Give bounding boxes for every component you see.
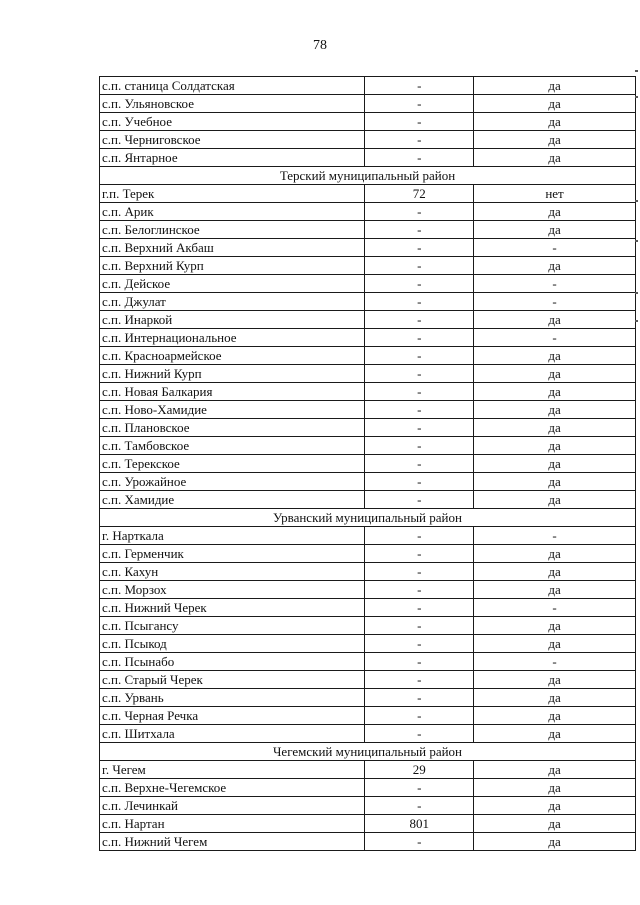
settlement-name: с.п. Нижний Чегем [100, 833, 365, 851]
status-cell: да [474, 311, 636, 329]
value-cell: - [365, 131, 474, 149]
value-cell: - [365, 779, 474, 797]
scan-edge-mark [635, 320, 638, 322]
settlement-name: с.п. Нартан [100, 815, 365, 833]
district-name: Терский муниципальный район [100, 167, 636, 185]
table-row [100, 293, 636, 311]
table-row [100, 275, 636, 293]
status-cell: да [474, 473, 636, 491]
settlement-name: с.п. Дейское [100, 275, 365, 293]
table-row [100, 671, 636, 689]
status-cell: да [474, 707, 636, 725]
status-cell: да [474, 257, 636, 275]
settlement-name: с.п. Плановское [100, 419, 365, 437]
table-row [100, 473, 636, 491]
value-cell: - [365, 311, 474, 329]
settlements-table [99, 76, 636, 851]
value-cell: - [365, 401, 474, 419]
table-row [100, 95, 636, 113]
settlement-name: г. Чегем [100, 761, 365, 779]
value-cell: - [365, 653, 474, 671]
value-cell: 29 [365, 761, 474, 779]
status-cell: - [474, 599, 636, 617]
value-cell: - [365, 221, 474, 239]
status-cell: да [474, 347, 636, 365]
status-cell: - [474, 239, 636, 257]
table-row [100, 635, 636, 653]
scan-edge-mark [635, 240, 638, 242]
status-cell: да [474, 617, 636, 635]
table-body [100, 77, 636, 851]
value-cell: - [365, 833, 474, 851]
status-cell: да [474, 581, 636, 599]
district-header-row [100, 167, 636, 185]
table-row [100, 131, 636, 149]
table-row [100, 419, 636, 437]
status-cell: да [474, 383, 636, 401]
status-cell: да [474, 95, 636, 113]
table-row [100, 149, 636, 167]
status-cell: да [474, 437, 636, 455]
status-cell: - [474, 527, 636, 545]
table-row [100, 779, 636, 797]
settlement-name: с.п. Лечинкай [100, 797, 365, 815]
settlement-name: с.п. Черниговское [100, 131, 365, 149]
settlement-name: с.п. Урожайное [100, 473, 365, 491]
settlement-name: с.п. Нижний Курп [100, 365, 365, 383]
settlement-name: с.п. Старый Черек [100, 671, 365, 689]
table-row [100, 113, 636, 131]
value-cell: - [365, 545, 474, 563]
value-cell: - [365, 599, 474, 617]
value-cell: - [365, 617, 474, 635]
value-cell: - [365, 797, 474, 815]
table-row [100, 491, 636, 509]
settlement-name: с.п. Ново-Хамидие [100, 401, 365, 419]
table-row [100, 401, 636, 419]
status-cell: да [474, 203, 636, 221]
status-cell: да [474, 455, 636, 473]
value-cell: - [365, 689, 474, 707]
table-row [100, 563, 636, 581]
status-cell: да [474, 131, 636, 149]
value-cell: - [365, 383, 474, 401]
table-row [100, 797, 636, 815]
settlement-name: с.п. Верхний Курп [100, 257, 365, 275]
settlement-name: с.п. станица Солдатская [100, 77, 365, 95]
value-cell: - [365, 455, 474, 473]
status-cell: да [474, 725, 636, 743]
table-row [100, 581, 636, 599]
status-cell: да [474, 365, 636, 383]
settlement-name: г. Нарткала [100, 527, 365, 545]
status-cell: да [474, 761, 636, 779]
settlement-name: с.п. Черная Речка [100, 707, 365, 725]
table-row [100, 257, 636, 275]
value-cell: - [365, 293, 474, 311]
table-row [100, 527, 636, 545]
status-cell: - [474, 329, 636, 347]
status-cell: да [474, 419, 636, 437]
table-row [100, 221, 636, 239]
value-cell: - [365, 437, 474, 455]
status-cell: да [474, 833, 636, 851]
value-cell: - [365, 707, 474, 725]
district-header-row [100, 509, 636, 527]
value-cell: - [365, 365, 474, 383]
table-row [100, 77, 636, 95]
settlement-name: с.п. Морзох [100, 581, 365, 599]
settlement-name: с.п. Терекское [100, 455, 365, 473]
status-cell: да [474, 149, 636, 167]
settlement-name: с.п. Ульяновское [100, 95, 365, 113]
status-cell: да [474, 563, 636, 581]
value-cell: - [365, 275, 474, 293]
settlement-name: с.п. Тамбовское [100, 437, 365, 455]
table-row [100, 311, 636, 329]
value-cell: - [365, 491, 474, 509]
status-cell: да [474, 401, 636, 419]
settlement-name: г.п. Терек [100, 185, 365, 203]
settlement-name: с.п. Арик [100, 203, 365, 221]
value-cell: - [365, 563, 474, 581]
settlement-name: с.п. Кахун [100, 563, 365, 581]
table-row [100, 653, 636, 671]
status-cell: да [474, 797, 636, 815]
value-cell: - [365, 77, 474, 95]
settlement-name: с.п. Красноармейское [100, 347, 365, 365]
value-cell: - [365, 329, 474, 347]
table-row [100, 761, 636, 779]
district-header-row [100, 743, 636, 761]
status-cell: да [474, 545, 636, 563]
value-cell: - [365, 635, 474, 653]
settlement-name: с.п. Псыкод [100, 635, 365, 653]
status-cell: да [474, 815, 636, 833]
settlement-name: с.п. Интернациональное [100, 329, 365, 347]
settlement-name: с.п. Янтарное [100, 149, 365, 167]
scan-edge-mark [635, 200, 638, 202]
status-cell: да [474, 77, 636, 95]
scan-edge-mark [635, 292, 638, 294]
table-row [100, 833, 636, 851]
settlement-name: с.п. Верхне-Чегемское [100, 779, 365, 797]
settlement-name: с.п. Джулат [100, 293, 365, 311]
value-cell: - [365, 473, 474, 491]
value-cell: 72 [365, 185, 474, 203]
value-cell: - [365, 203, 474, 221]
table-row [100, 689, 636, 707]
table-row [100, 185, 636, 203]
table-row [100, 383, 636, 401]
status-cell: да [474, 221, 636, 239]
value-cell: 801 [365, 815, 474, 833]
value-cell: - [365, 347, 474, 365]
settlement-name: с.п. Хамидие [100, 491, 365, 509]
scan-edge-mark [635, 96, 638, 98]
value-cell: - [365, 149, 474, 167]
value-cell: - [365, 581, 474, 599]
status-cell: - [474, 653, 636, 671]
status-cell: да [474, 779, 636, 797]
value-cell: - [365, 257, 474, 275]
district-name: Чегемский муниципальный район [100, 743, 636, 761]
table-row [100, 707, 636, 725]
table-row [100, 239, 636, 257]
table-row [100, 437, 636, 455]
page-number: 78 [313, 38, 327, 53]
status-cell: - [474, 293, 636, 311]
table-row [100, 545, 636, 563]
table-row [100, 329, 636, 347]
table-row [100, 725, 636, 743]
settlement-name: с.п. Верхний Акбаш [100, 239, 365, 257]
settlement-name: с.п. Урвань [100, 689, 365, 707]
scan-edge-marks [634, 0, 638, 905]
value-cell: - [365, 113, 474, 131]
settlement-name: с.п. Псынабо [100, 653, 365, 671]
table-row [100, 815, 636, 833]
value-cell: - [365, 95, 474, 113]
value-cell: - [365, 239, 474, 257]
table-row [100, 347, 636, 365]
status-cell: да [474, 635, 636, 653]
status-cell: да [474, 491, 636, 509]
settlement-name: с.п. Инаркой [100, 311, 365, 329]
value-cell: - [365, 671, 474, 689]
value-cell: - [365, 725, 474, 743]
status-cell: да [474, 113, 636, 131]
settlement-name: с.п. Герменчик [100, 545, 365, 563]
status-cell: нет [474, 185, 636, 203]
status-cell: да [474, 689, 636, 707]
table-row [100, 617, 636, 635]
table-row [100, 599, 636, 617]
scan-edge-mark [635, 70, 638, 72]
settlement-name: с.п. Учебное [100, 113, 365, 131]
value-cell: - [365, 527, 474, 545]
settlement-name: с.п. Новая Балкария [100, 383, 365, 401]
settlement-name: с.п. Нижний Черек [100, 599, 365, 617]
value-cell: - [365, 419, 474, 437]
settlement-name: с.п. Белоглинское [100, 221, 365, 239]
settlement-name: с.п. Псыгансу [100, 617, 365, 635]
settlement-name: с.п. Шитхала [100, 725, 365, 743]
status-cell: - [474, 275, 636, 293]
table-row [100, 455, 636, 473]
status-cell: да [474, 671, 636, 689]
table-row [100, 365, 636, 383]
table-row [100, 203, 636, 221]
district-name: Урванский муниципальный район [100, 509, 636, 527]
